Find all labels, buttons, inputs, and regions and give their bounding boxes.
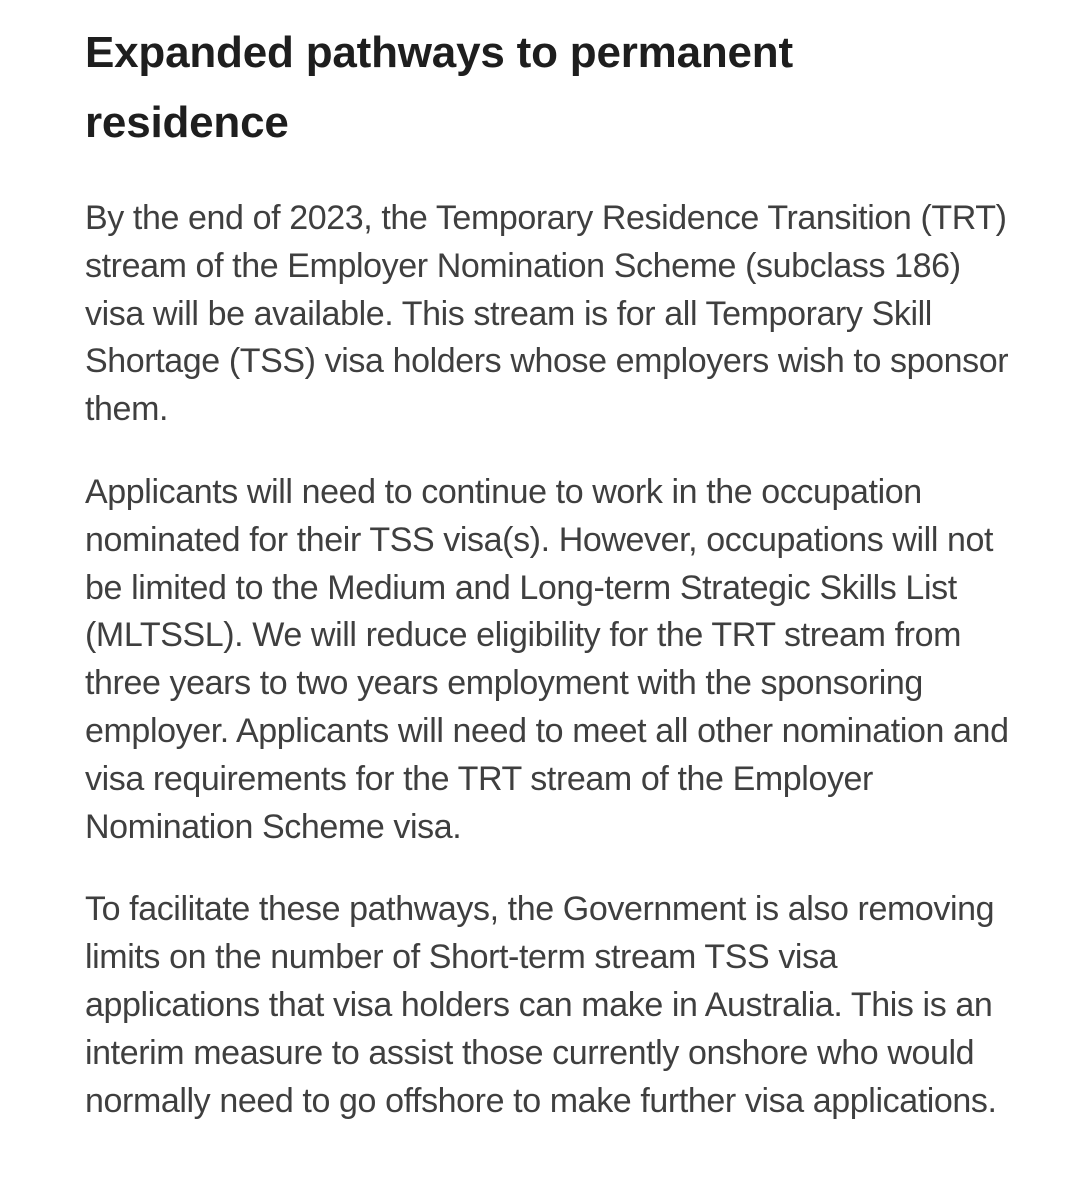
article-title: Expanded pathways to permanent residence: [85, 28, 793, 147]
article: [85, 18, 1020, 1125]
article-paragraph-3: To facilitate these pathways, the Government is also removing limits on the number of Short-term stream TSS visa applications that visa holders can make in Australia. This is an interim measure to assist those currently onshore who would normally need to go offshore to make further visa applications.: [85, 890, 997, 1120]
article-paragraph-2: Applicants will need to continue to work in the occupation nominated for their TSS visa(s). However, occupations will not be limited to the Medium and Long-term Strategic Skills List (MLTSSL). We will reduce eligibility for the TRT stream from three years to two years employment with the sponsoring employer. Applicants will need to meet all other nomination and visa requirements for the TRT stream of the Employer Nomination Scheme visa.: [85, 472, 1009, 846]
article-paragraph-1: By the end of 2023, the Temporary Residence Transition (TRT) stream of the Employer Nomination Scheme (subclass 186) visa will be available. This stream is for all Temporary Skill Shortage (TSS) visa holders whose employers wish to sponsor them.: [85, 199, 1009, 429]
